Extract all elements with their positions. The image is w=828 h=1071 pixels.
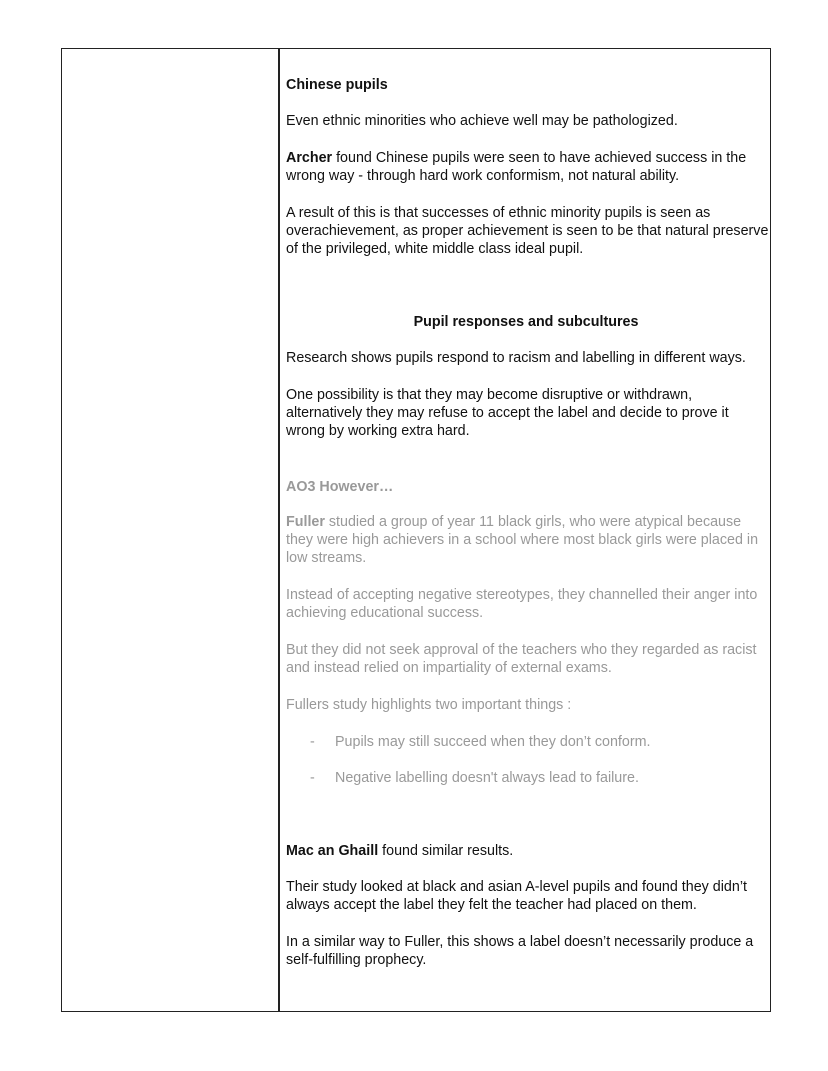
bullet-marker: - xyxy=(310,770,315,786)
paragraph-fuller: Fuller studied a group of year 11 black girls, who were atypical because they were high achievers in a school where most black girls were placed in low streams. xyxy=(286,514,759,566)
paragraph: One possibility is that they may become disruptive or withdrawn, alternatively they may refuse to accept the label and decide to prove it wrong by working extra hard. xyxy=(286,387,729,439)
section-heading-pupil-responses: Pupil responses and subcultures xyxy=(413,314,639,330)
paragraph: Even ethnic minorities who achieve well may be pathologized. xyxy=(286,113,678,129)
bullet-marker: - xyxy=(310,734,315,750)
list-item xyxy=(310,733,650,751)
paragraph-mac-an-ghaill: Mac an Ghaill found similar results. xyxy=(286,843,514,859)
list-item xyxy=(310,769,639,787)
paragraph: But they did not seek approval of the teachers who they regarded as racist and instead relied on impartiality of external exams. xyxy=(286,642,757,676)
section-heading-ao3: AO3 However… xyxy=(286,479,394,495)
paragraph: Research shows pupils respond to racism and labelling in different ways. xyxy=(286,350,746,366)
list-item-text: Pupils may still succeed when they don’t conform. xyxy=(335,734,651,750)
paragraph: In a similar way to Fuller, this shows a label doesn’t necessarily produce a self-fulfilling prophecy. xyxy=(286,934,754,968)
column-divider xyxy=(278,48,280,1012)
paragraph: Their study looked at black and asian A-level pupils and found they didn’t always accept the label they felt the teacher had placed on them. xyxy=(286,879,747,913)
section-heading-chinese-pupils: Chinese pupils xyxy=(286,77,388,93)
list-item-text: Negative labelling doesn't always lead to failure. xyxy=(335,770,639,786)
paragraph-archer: Archer found Chinese pupils were seen to have achieved success in the wrong way - through hard work conformism, not natural ability. xyxy=(286,150,747,184)
paragraph: A result of this is that successes of ethnic minority pupils is seen as overachievement, as proper achievement is seen to be that natural preserve of the privileged, white middle class ideal pupil. xyxy=(286,205,769,257)
paragraph: Fullers study highlights two important things : xyxy=(286,697,572,713)
paragraph: Instead of accepting negative stereotypes, they channelled their anger into achieving educational success. xyxy=(286,587,758,621)
